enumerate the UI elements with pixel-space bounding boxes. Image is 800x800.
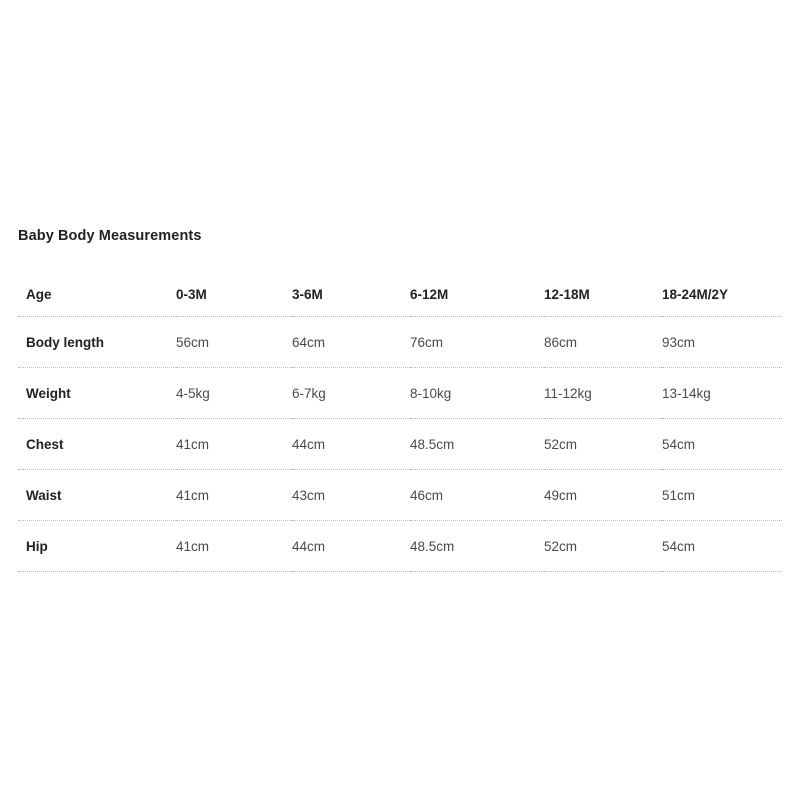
cell-weight-3-6m: 6-7kg (292, 368, 410, 419)
cell-chest-12-18m: 52cm (544, 419, 662, 470)
column-header-6-12m: 6-12M (410, 272, 544, 317)
table-row (18, 470, 782, 521)
cell-body-length-12-18m: 86cm (544, 317, 662, 368)
cell-chest-18-24m-2y: 54cm (662, 419, 782, 470)
table-header (18, 272, 782, 317)
row-label-hip: Hip (18, 521, 176, 572)
cell-weight-18-24m-2y: 13-14kg (662, 368, 782, 419)
cell-chest-6-12m: 48.5cm (410, 419, 544, 470)
column-header-18-24m-2y: 18-24M/2Y (662, 272, 782, 317)
table-row (18, 368, 782, 419)
cell-waist-12-18m: 49cm (544, 470, 662, 521)
baby-body-measurements-table (18, 272, 782, 572)
table-row (18, 521, 782, 572)
row-label-waist: Waist (18, 470, 176, 521)
cell-body-length-3-6m: 64cm (292, 317, 410, 368)
column-header-3-6m: 3-6M (292, 272, 410, 317)
table-row (18, 317, 782, 368)
cell-chest-3-6m: 44cm (292, 419, 410, 470)
cell-body-length-0-3m: 56cm (176, 317, 292, 368)
column-header-12-18m: 12-18M (544, 272, 662, 317)
cell-body-length-6-12m: 76cm (410, 317, 544, 368)
row-label-weight: Weight (18, 368, 176, 419)
column-header-age: Age (18, 272, 176, 317)
table-row (18, 419, 782, 470)
cell-weight-0-3m: 4-5kg (176, 368, 292, 419)
cell-weight-12-18m: 11-12kg (544, 368, 662, 419)
column-header-0-3m: 0-3M (176, 272, 292, 317)
row-label-chest: Chest (18, 419, 176, 470)
cell-hip-6-12m: 48.5cm (410, 521, 544, 572)
page-title: Baby Body Measurements (18, 228, 202, 244)
cell-body-length-18-24m-2y: 93cm (662, 317, 782, 368)
cell-waist-18-24m-2y: 51cm (662, 470, 782, 521)
cell-chest-0-3m: 41cm (176, 419, 292, 470)
table-body (18, 317, 782, 572)
cell-hip-0-3m: 41cm (176, 521, 292, 572)
cell-weight-6-12m: 8-10kg (410, 368, 544, 419)
cell-waist-0-3m: 41cm (176, 470, 292, 521)
cell-waist-6-12m: 46cm (410, 470, 544, 521)
cell-hip-12-18m: 52cm (544, 521, 662, 572)
cell-hip-18-24m-2y: 54cm (662, 521, 782, 572)
row-label-body-length: Body length (18, 317, 176, 368)
cell-waist-3-6m: 43cm (292, 470, 410, 521)
table-header-row (18, 272, 782, 317)
cell-hip-3-6m: 44cm (292, 521, 410, 572)
